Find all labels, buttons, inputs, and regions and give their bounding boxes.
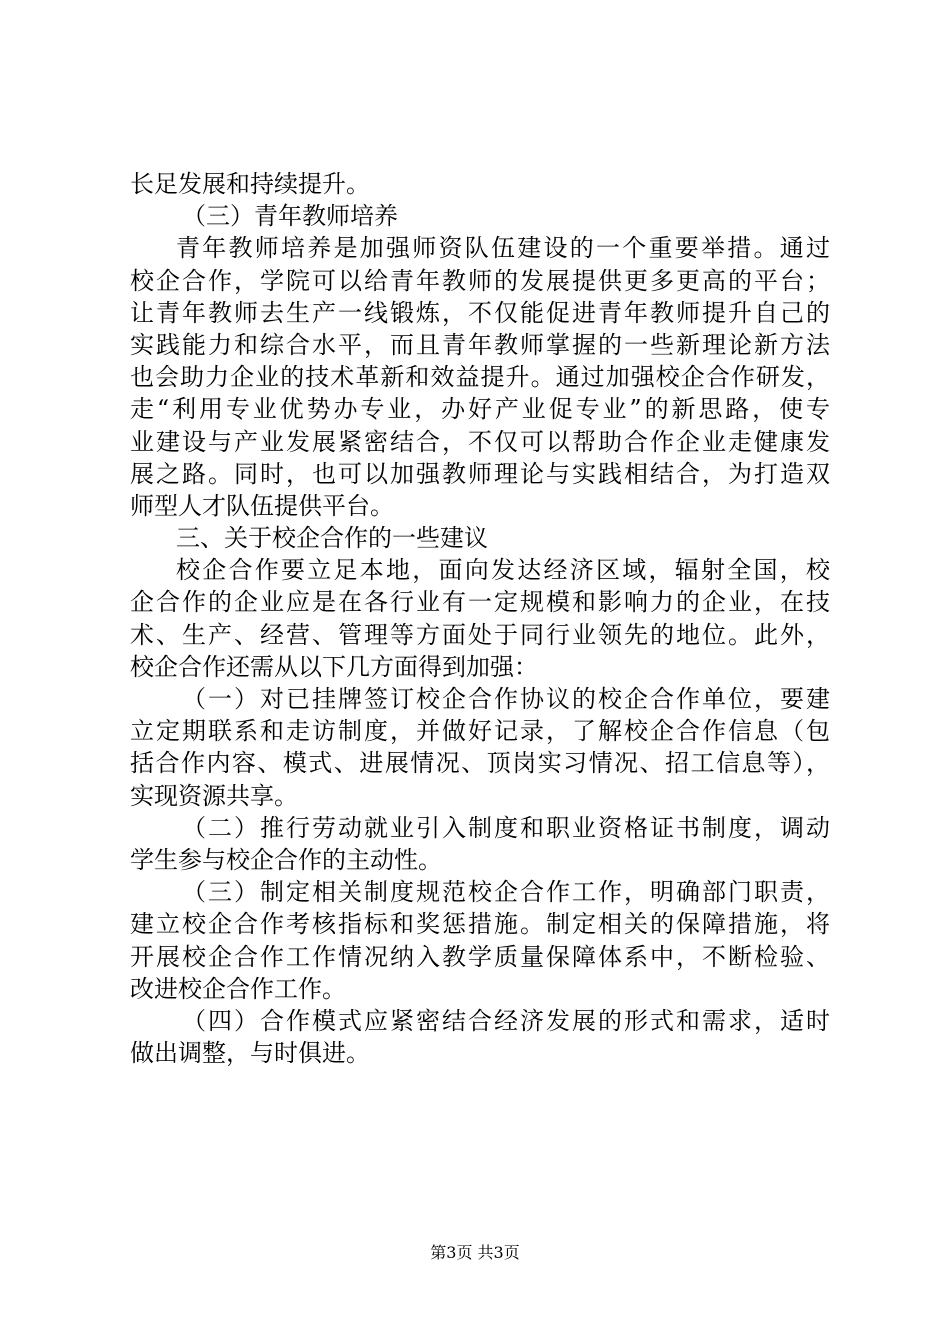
- text-line: （二）推行劳动就业引入制度和职业资格证书制度，调动: [182, 813, 830, 842]
- text-line: 学生参与校企合作的主动性。: [130, 845, 442, 874]
- text-line: 做出调整，与时俱进。: [130, 1039, 370, 1068]
- text-line: 实践能力和综合水平，而且青年教师掌握的一些新理论新方法: [130, 330, 830, 359]
- page-footer: 第3页 共3页: [430, 1243, 520, 1262]
- text-line: （三）青年教师培养: [182, 202, 398, 231]
- text-line: 实现资源共享。: [130, 781, 298, 810]
- text-line: 三、关于校企合作的一些建议: [176, 524, 488, 553]
- document-body: [130, 168, 830, 1069]
- text-line: 改进校企合作工作。: [130, 974, 346, 1003]
- text-line: （三）制定相关制度规范校企合作工作，明确部门职责，: [182, 878, 830, 907]
- text-line: 展之路。同时，也可以加强教师理论与实践相结合，为打造双: [130, 459, 830, 488]
- text-line: 也会助力企业的技术革新和效益提升。通过加强校企合作研发，: [130, 363, 830, 392]
- text-line: 走“利用专业优势办专业，办好产业促专业”的新思路，使专: [130, 395, 830, 424]
- text-line: 企合作的企业应是在各行业有一定规模和影响力的企业，在技: [130, 588, 830, 617]
- text-line: 括合作内容、模式、进展情况、顶岗实习情况、招工信息等），: [130, 749, 830, 778]
- text-line: （一）对已挂牌签订校企合作协议的校企合作单位，要建: [182, 685, 830, 713]
- text-line: 开展校企合作工作情况纳入教学质量保障体系中，不断检验、: [130, 942, 830, 971]
- text-line: 校企合作要立足本地，面向发达经济区域，辐射全国，校: [176, 556, 830, 585]
- text-line: （四）合作模式应紧密结合经济发展的形式和需求，适时: [182, 1006, 830, 1035]
- text-line: 青年教师培养是加强师资队伍建设的一个重要举措。通过: [176, 234, 830, 263]
- text-line: 校企合作，学院可以给青年教师的发展提供更多更高的平台；: [130, 266, 830, 295]
- text-line: 师型人才队伍提供平台。: [130, 491, 394, 520]
- text-line: 长足发展和持续提升。: [130, 170, 370, 198]
- text-line: 让青年教师去生产一线锻炼，不仅能促进青年教师提升自己的: [130, 298, 830, 327]
- text-line: 业建设与产业发展紧密结合，不仅可以帮助合作企业走健康发: [130, 427, 830, 456]
- text-line: 术、生产、经营、管理等方面处于同行业领先的地位。此外，: [130, 620, 830, 649]
- text-line: 立定期联系和走访制度，并做好记录，了解校企合作信息（包: [130, 717, 830, 746]
- text-line: 建立校企合作考核指标和奖惩措施。制定相关的保障措施，将: [130, 910, 830, 939]
- text-line: 校企合作还需从以下几方面得到加强：: [130, 652, 538, 681]
